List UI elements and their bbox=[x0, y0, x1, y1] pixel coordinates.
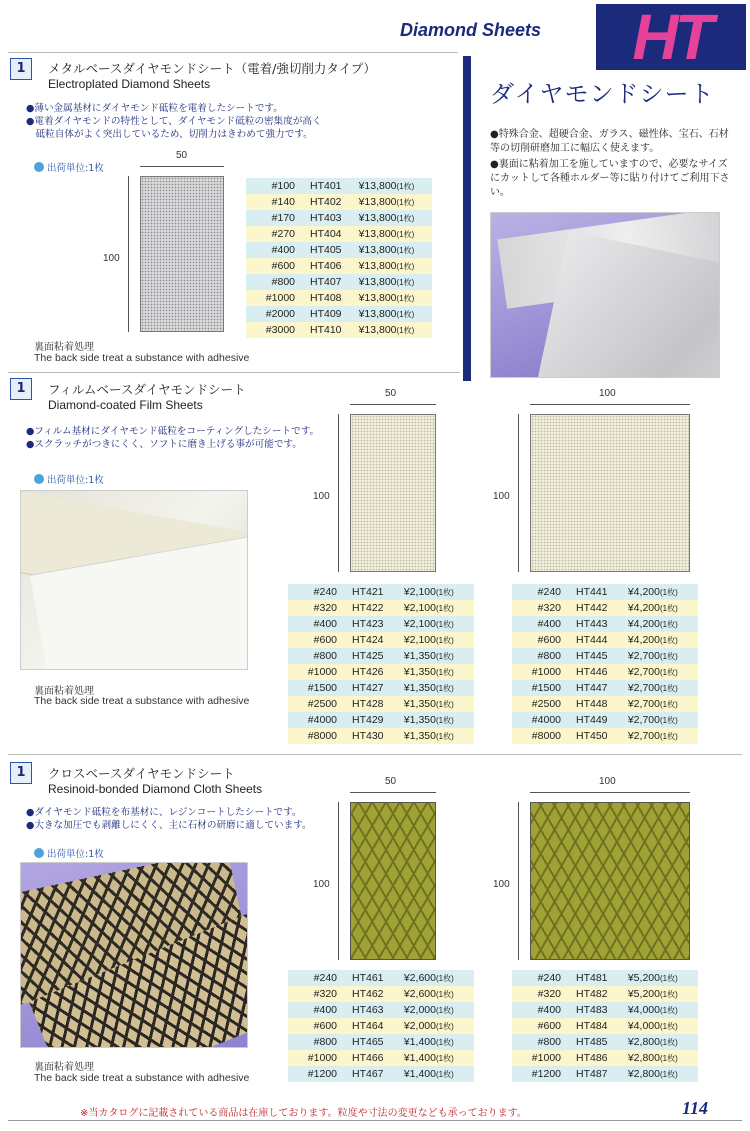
film-sheet-swatch-100 bbox=[530, 414, 690, 572]
model-cell: HT482 bbox=[564, 986, 625, 1002]
price-cell: ¥2,700(1枚) bbox=[625, 696, 698, 712]
grit-cell: #2000 bbox=[246, 306, 298, 322]
model-cell: HT427 bbox=[340, 680, 401, 696]
price-row bbox=[512, 632, 698, 648]
price-cell: ¥4,200(1枚) bbox=[625, 616, 698, 632]
bullet: ●薄い金属基材にダイヤモンド砥粒を電着したシートです。 bbox=[26, 103, 283, 114]
model-cell: HT426 bbox=[340, 664, 401, 680]
price-cell: ¥5,200(1枚) bbox=[625, 970, 698, 986]
grit-cell: #240 bbox=[512, 970, 564, 986]
model-cell: HT444 bbox=[564, 632, 625, 648]
model-cell: HT461 bbox=[340, 970, 401, 986]
price-row bbox=[288, 696, 474, 712]
price-cell: ¥13,800(1枚) bbox=[356, 178, 432, 194]
grit-cell: #4000 bbox=[288, 712, 340, 728]
price-row bbox=[512, 648, 698, 664]
price-row bbox=[246, 306, 432, 322]
model-cell: HT429 bbox=[340, 712, 401, 728]
price-row bbox=[512, 986, 698, 1002]
dim-width-line bbox=[350, 404, 436, 405]
price-row bbox=[512, 664, 698, 680]
price-cell: ¥4,200(1枚) bbox=[625, 584, 698, 600]
page-number: 114 bbox=[682, 1098, 709, 1118]
price-row bbox=[512, 680, 698, 696]
price-cell: ¥4,000(1枚) bbox=[625, 1002, 698, 1018]
dim-height: 100 bbox=[103, 253, 120, 264]
dim-height: 100 bbox=[493, 491, 510, 502]
section-title-en: Resinoid-bonded Diamond Cloth Sheets bbox=[48, 782, 263, 796]
price-row bbox=[288, 970, 474, 986]
grit-cell: #320 bbox=[288, 600, 340, 616]
model-cell: HT422 bbox=[340, 600, 401, 616]
grit-cell: #2500 bbox=[288, 696, 340, 712]
price-cell: ¥2,700(1枚) bbox=[625, 648, 698, 664]
film-sheet-swatch-50 bbox=[350, 414, 436, 572]
model-cell: HT402 bbox=[298, 194, 356, 210]
price-row bbox=[512, 584, 698, 600]
grit-cell: #800 bbox=[288, 648, 340, 664]
model-cell: HT467 bbox=[340, 1066, 401, 1082]
price-row bbox=[288, 600, 474, 616]
feature-bullet: ●裏面に粘着加工を施していますので、必要なサイズにカットして各種ホルダー等に貼り付けてご利用下さい。 bbox=[490, 159, 730, 198]
back-side-label-en: The back side treat a substance with adhesive bbox=[34, 1072, 250, 1084]
model-cell: HT443 bbox=[564, 616, 625, 632]
price-cell: ¥2,100(1枚) bbox=[401, 584, 474, 600]
price-cell: ¥5,200(1枚) bbox=[625, 986, 698, 1002]
model-cell: HT401 bbox=[298, 178, 356, 194]
price-cell: ¥1,350(1枚) bbox=[401, 680, 474, 696]
back-side-label-jp: 裏面粘着処理 bbox=[34, 686, 94, 697]
back-side-label-en: The back side treat a substance with adhesive bbox=[34, 352, 250, 364]
dim-height: 100 bbox=[313, 491, 330, 502]
shipping-unit: 出荷単位:1枚 bbox=[34, 846, 104, 860]
model-cell: HT430 bbox=[340, 728, 401, 744]
footer-divider bbox=[8, 1120, 742, 1121]
grit-cell: #240 bbox=[288, 584, 340, 600]
model-cell: HT442 bbox=[564, 600, 625, 616]
price-cell: ¥1,350(1枚) bbox=[401, 696, 474, 712]
bullet-dot-icon bbox=[34, 474, 44, 484]
price-row bbox=[288, 680, 474, 696]
grit-cell: #140 bbox=[246, 194, 298, 210]
grit-cell: #600 bbox=[288, 1018, 340, 1034]
price-cell: ¥1,350(1枚) bbox=[401, 648, 474, 664]
dim-width: 50 bbox=[176, 150, 188, 161]
dim-width-line bbox=[530, 792, 690, 793]
price-row bbox=[246, 242, 432, 258]
grit-cell: #1500 bbox=[288, 680, 340, 696]
price-cell: ¥1,400(1枚) bbox=[401, 1066, 474, 1082]
price-cell: ¥4,200(1枚) bbox=[625, 600, 698, 616]
grit-cell: #2500 bbox=[512, 696, 564, 712]
grit-cell: #600 bbox=[246, 258, 298, 274]
price-cell: ¥2,000(1枚) bbox=[401, 1018, 474, 1034]
section-title-jp: フィルムベースダイヤモンドシート bbox=[48, 382, 246, 397]
model-cell: HT481 bbox=[564, 970, 625, 986]
price-row bbox=[512, 696, 698, 712]
price-cell: ¥1,350(1枚) bbox=[401, 712, 474, 728]
cloth-sheet-swatch-50 bbox=[350, 802, 436, 960]
model-cell: HT406 bbox=[298, 258, 356, 274]
grit-cell: #1200 bbox=[512, 1066, 564, 1082]
model-cell: HT484 bbox=[564, 1018, 625, 1034]
section-divider bbox=[8, 52, 458, 53]
price-cell: ¥13,800(1枚) bbox=[356, 322, 432, 338]
price-table-metal bbox=[246, 178, 432, 338]
price-cell: ¥13,800(1枚) bbox=[356, 258, 432, 274]
price-cell: ¥2,600(1枚) bbox=[401, 986, 474, 1002]
metal-sheet-swatch bbox=[140, 176, 224, 332]
model-cell: HT441 bbox=[564, 584, 625, 600]
model-cell: HT463 bbox=[340, 1002, 401, 1018]
product-photo-film bbox=[20, 490, 248, 670]
price-cell: ¥1,400(1枚) bbox=[401, 1050, 474, 1066]
price-cell: ¥13,800(1枚) bbox=[356, 194, 432, 210]
price-cell: ¥2,100(1枚) bbox=[401, 600, 474, 616]
section-bullets bbox=[26, 425, 319, 451]
price-row bbox=[246, 274, 432, 290]
grit-cell: #8000 bbox=[512, 728, 564, 744]
dim-width-line bbox=[350, 792, 436, 793]
grit-cell: #1000 bbox=[512, 664, 564, 680]
feature-bullets bbox=[490, 128, 730, 202]
bullet-dot-icon bbox=[34, 848, 44, 858]
model-cell: HT446 bbox=[564, 664, 625, 680]
price-cell: ¥13,800(1枚) bbox=[356, 242, 432, 258]
price-cell: ¥13,800(1枚) bbox=[356, 226, 432, 242]
section-number-icon: 1 bbox=[10, 378, 32, 400]
price-cell: ¥13,800(1枚) bbox=[356, 290, 432, 306]
price-row bbox=[288, 1034, 474, 1050]
grit-cell: #170 bbox=[246, 210, 298, 226]
section-title-jp: クロスベースダイヤモンドシート bbox=[48, 766, 235, 781]
brand-title: Diamond Sheets bbox=[400, 20, 542, 40]
dim-height-line bbox=[518, 802, 519, 960]
grit-cell: #400 bbox=[246, 242, 298, 258]
model-cell: HT410 bbox=[298, 322, 356, 338]
price-row bbox=[512, 1050, 698, 1066]
bullet-dot-icon bbox=[34, 162, 44, 172]
ht-logo: HT bbox=[596, 4, 746, 70]
model-cell: HT425 bbox=[340, 648, 401, 664]
dim-width: 50 bbox=[385, 776, 397, 787]
price-cell: ¥1,400(1枚) bbox=[401, 1034, 474, 1050]
price-row bbox=[288, 1002, 474, 1018]
price-cell: ¥2,100(1枚) bbox=[401, 616, 474, 632]
grit-cell: #800 bbox=[512, 1034, 564, 1050]
model-cell: HT423 bbox=[340, 616, 401, 632]
grit-cell: #270 bbox=[246, 226, 298, 242]
price-cell: ¥2,700(1枚) bbox=[625, 680, 698, 696]
price-row bbox=[246, 290, 432, 306]
model-cell: HT464 bbox=[340, 1018, 401, 1034]
model-cell: HT424 bbox=[340, 632, 401, 648]
price-row bbox=[512, 600, 698, 616]
grit-cell: #400 bbox=[288, 616, 340, 632]
price-table-film-50 bbox=[288, 584, 474, 744]
grit-cell: #1500 bbox=[512, 680, 564, 696]
price-row bbox=[246, 226, 432, 242]
model-cell: HT404 bbox=[298, 226, 356, 242]
price-cell: ¥1,350(1枚) bbox=[401, 664, 474, 680]
dim-height-line bbox=[128, 176, 129, 332]
grit-cell: #320 bbox=[288, 986, 340, 1002]
model-cell: HT449 bbox=[564, 712, 625, 728]
dim-height: 100 bbox=[313, 879, 330, 890]
dim-width: 100 bbox=[599, 776, 616, 787]
dim-height: 100 bbox=[493, 879, 510, 890]
price-row bbox=[288, 648, 474, 664]
price-cell: ¥2,700(1枚) bbox=[625, 728, 698, 744]
price-row bbox=[288, 728, 474, 744]
price-row bbox=[512, 1002, 698, 1018]
model-cell: HT408 bbox=[298, 290, 356, 306]
bullet: 砥粒自体がよく突出しているため、切削力はきわめて強力です。 bbox=[26, 129, 313, 140]
model-cell: HT445 bbox=[564, 648, 625, 664]
grit-cell: #1200 bbox=[288, 1066, 340, 1082]
price-row bbox=[288, 1050, 474, 1066]
grit-cell: #800 bbox=[288, 1034, 340, 1050]
price-cell: ¥13,800(1枚) bbox=[356, 274, 432, 290]
grit-cell: #1000 bbox=[288, 664, 340, 680]
price-row bbox=[288, 1066, 474, 1082]
dim-width: 100 bbox=[599, 388, 616, 399]
back-side-label-jp: 裏面粘着処理 bbox=[34, 1062, 94, 1073]
feature-bullet: ●特殊合金、超硬合金、ガラス、磁性体、宝石、石材等の切削研磨加工に幅広く使えます。 bbox=[490, 129, 729, 154]
product-photo-sheets bbox=[490, 212, 720, 378]
section-divider bbox=[8, 754, 742, 755]
grit-cell: #240 bbox=[512, 584, 564, 600]
section-bullets bbox=[26, 806, 312, 832]
dim-height-line bbox=[518, 414, 519, 572]
grit-cell: #8000 bbox=[288, 728, 340, 744]
grit-cell: #400 bbox=[288, 1002, 340, 1018]
shipping-unit: 出荷単位:1枚 bbox=[34, 472, 104, 486]
bullet: ●ダイヤモンド砥粒を布基材に、レジンコートしたシートです。 bbox=[26, 807, 302, 818]
grit-cell: #1000 bbox=[512, 1050, 564, 1066]
model-cell: HT407 bbox=[298, 274, 356, 290]
price-row bbox=[512, 616, 698, 632]
grit-cell: #400 bbox=[512, 616, 564, 632]
dim-width-line bbox=[530, 404, 690, 405]
grit-cell: #100 bbox=[246, 178, 298, 194]
grit-cell: #4000 bbox=[512, 712, 564, 728]
vertical-accent-bar bbox=[463, 56, 471, 381]
grit-cell: #1000 bbox=[246, 290, 298, 306]
section-number-icon: 1 bbox=[10, 762, 32, 784]
model-cell: HT486 bbox=[564, 1050, 625, 1066]
price-row bbox=[512, 1018, 698, 1034]
price-row bbox=[512, 1034, 698, 1050]
price-row bbox=[246, 210, 432, 226]
grit-cell: #800 bbox=[512, 648, 564, 664]
model-cell: HT447 bbox=[564, 680, 625, 696]
grit-cell: #1000 bbox=[288, 1050, 340, 1066]
price-table-film-100 bbox=[512, 584, 698, 744]
model-cell: HT465 bbox=[340, 1034, 401, 1050]
price-cell: ¥2,800(1枚) bbox=[625, 1034, 698, 1050]
price-cell: ¥2,700(1枚) bbox=[625, 712, 698, 728]
price-row bbox=[246, 258, 432, 274]
grit-cell: #320 bbox=[512, 986, 564, 1002]
price-cell: ¥2,000(1枚) bbox=[401, 1002, 474, 1018]
price-row bbox=[288, 664, 474, 680]
price-cell: ¥2,700(1枚) bbox=[625, 664, 698, 680]
price-cell: ¥13,800(1枚) bbox=[356, 210, 432, 226]
model-cell: HT450 bbox=[564, 728, 625, 744]
product-photo-cloth bbox=[20, 862, 248, 1048]
bullet: ●電着ダイヤモンドの特性として、ダイヤモンド砥粒の密集度が高く bbox=[26, 116, 322, 127]
bullet: ●スクラッチがつきにくく、ソフトに磨き上げる事が可能です。 bbox=[26, 439, 302, 450]
section-title-en: Diamond-coated Film Sheets bbox=[48, 398, 203, 412]
price-cell: ¥4,000(1枚) bbox=[625, 1018, 698, 1034]
model-cell: HT409 bbox=[298, 306, 356, 322]
section-divider bbox=[8, 372, 460, 373]
grit-cell: #600 bbox=[288, 632, 340, 648]
price-row bbox=[512, 728, 698, 744]
price-row bbox=[246, 194, 432, 210]
model-cell: HT483 bbox=[564, 1002, 625, 1018]
model-cell: HT448 bbox=[564, 696, 625, 712]
footer-note: ※当カタログに記載されている商品は在庫しております。粒度や寸法の変更なども承っております。 bbox=[80, 1108, 527, 1119]
price-row bbox=[288, 712, 474, 728]
model-cell: HT462 bbox=[340, 986, 401, 1002]
cloth-sheet-swatch-100 bbox=[530, 802, 690, 960]
shipping-unit: 出荷単位:1枚 bbox=[34, 160, 104, 174]
dim-height-line bbox=[338, 802, 339, 960]
price-table-cloth-50 bbox=[288, 970, 474, 1082]
product-title-jp: ダイヤモンドシート bbox=[490, 80, 715, 108]
model-cell: HT421 bbox=[340, 584, 401, 600]
model-cell: HT403 bbox=[298, 210, 356, 226]
section-title-en: Electroplated Diamond Sheets bbox=[48, 77, 211, 91]
grit-cell: #3000 bbox=[246, 322, 298, 338]
price-row bbox=[288, 584, 474, 600]
grit-cell: #600 bbox=[512, 1018, 564, 1034]
back-side-label-en: The back side treat a substance with adhesive bbox=[34, 695, 250, 707]
price-cell: ¥1,350(1枚) bbox=[401, 728, 474, 744]
price-row bbox=[288, 986, 474, 1002]
grit-cell: #320 bbox=[512, 600, 564, 616]
dim-width: 50 bbox=[385, 388, 397, 399]
grit-cell: #600 bbox=[512, 632, 564, 648]
price-row bbox=[512, 970, 698, 986]
dim-width-line bbox=[140, 166, 224, 167]
price-row bbox=[246, 322, 432, 338]
grit-cell: #800 bbox=[246, 274, 298, 290]
grit-cell: #400 bbox=[512, 1002, 564, 1018]
model-cell: HT428 bbox=[340, 696, 401, 712]
price-cell: ¥2,600(1枚) bbox=[401, 970, 474, 986]
price-row bbox=[246, 178, 432, 194]
price-table-cloth-100 bbox=[512, 970, 698, 1082]
bullet: ●大きな加圧でも剥離しにくく、主に石材の研磨に適しています。 bbox=[26, 820, 312, 831]
price-cell: ¥2,800(1枚) bbox=[625, 1050, 698, 1066]
price-row bbox=[288, 1018, 474, 1034]
price-row bbox=[512, 712, 698, 728]
bullet: ●フィルム基材にダイヤモンド砥粒をコーティングしたシートです。 bbox=[26, 426, 320, 437]
grit-cell: #240 bbox=[288, 970, 340, 986]
section-title-jp: メタルベースダイヤモンドシート（電着/強切削力タイプ） bbox=[48, 61, 376, 76]
price-row bbox=[288, 616, 474, 632]
price-cell: ¥13,800(1枚) bbox=[356, 306, 432, 322]
price-cell: ¥4,200(1枚) bbox=[625, 632, 698, 648]
price-cell: ¥2,100(1枚) bbox=[401, 632, 474, 648]
model-cell: HT485 bbox=[564, 1034, 625, 1050]
price-row bbox=[288, 632, 474, 648]
dim-height-line bbox=[338, 414, 339, 572]
model-cell: HT405 bbox=[298, 242, 356, 258]
section-bullets bbox=[26, 102, 322, 141]
model-cell: HT487 bbox=[564, 1066, 625, 1082]
back-side-label-jp: 裏面粘着処理 bbox=[34, 342, 94, 353]
price-cell: ¥2,800(1枚) bbox=[625, 1066, 698, 1082]
section-number-icon: 1 bbox=[10, 58, 32, 80]
model-cell: HT466 bbox=[340, 1050, 401, 1066]
price-row bbox=[512, 1066, 698, 1082]
